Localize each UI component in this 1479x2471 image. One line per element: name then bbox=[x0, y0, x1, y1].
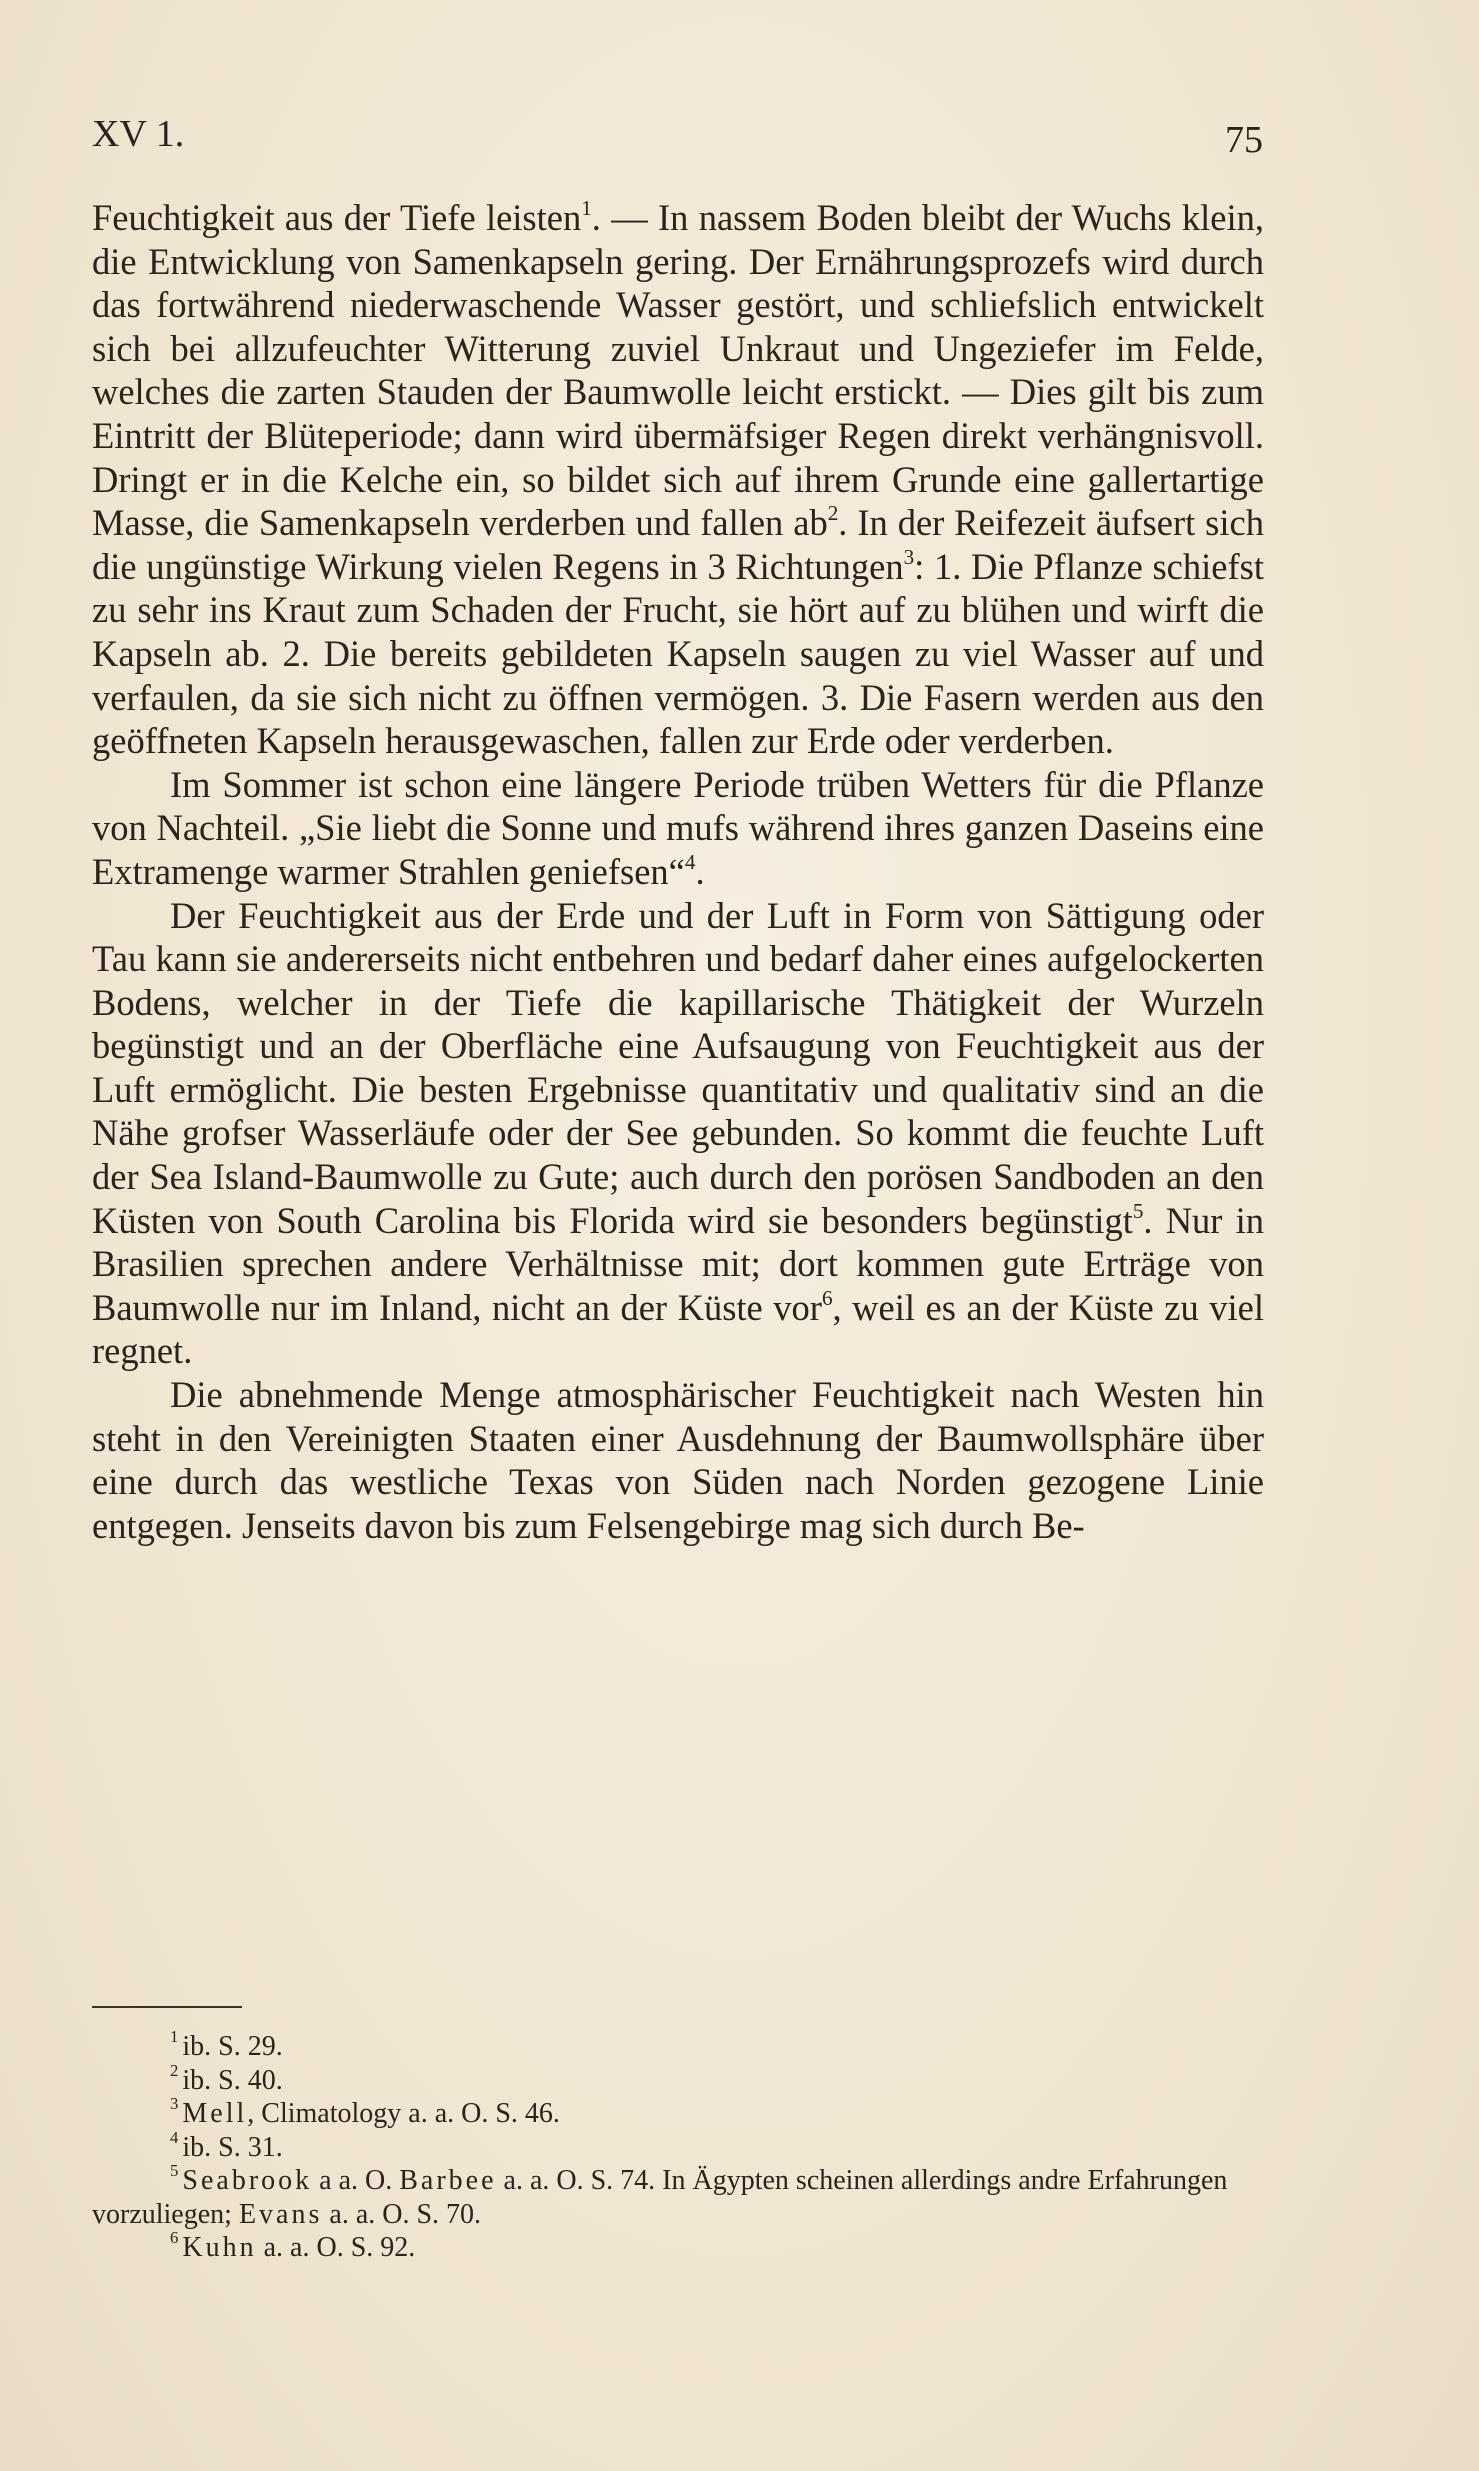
footnote-5: $^5$ Seabrook a a. O. Barbee a. a. O. S. 74. In Ägypten scheinen allerdings andre Erfahrungen vorzuliegen; Evans a. a. O. S. 70. bbox=[92, 2161, 1228, 2230]
paragraph-2: Im Sommer ist schon eine längere Periode trüben Wetters für die Pflanze von Nachteil. „Sie liebt die Sonne und mufs während ihres ganzen Daseins eine Extramenge warmer Strahlen geniefsen“$^4$. bbox=[92, 763, 1264, 892]
footnote-ref-6: 6 bbox=[821, 1286, 833, 1311]
author-name: Barbee bbox=[399, 2165, 497, 2196]
footnote-ref-2: 2 bbox=[827, 501, 839, 526]
paragraph-1: Feuchtigkeit aus der Tiefe leisten$^1$. — In nassem Boden bleibt der Wuchs klein, die Entwicklung von Samenkapseln gering. Der Ernährungsprozefs wird durch das fortwährend niederwaschende Wasser gestört, und schliefslich entwickelt sich bei allzufeuchter Witterung zuviel Unkraut und Ungeziefer im Felde, welches die zarten Stauden der Baumwolle leicht erstickt. — Dies gilt bis zum Eintritt der Blüteperiode; dann wird übermäfsiger Regen direkt verhängnisvoll. Dringt er in die Kelche ein, so bildet sich auf ihrem Grunde eine gallertartige Masse, die Samenkapseln verderben und fallen $ab^2$. In der Reifezeit äufsert sich die ungünstige Wirkung vielen Regens in 3 Richtungen$^3$: 1. Die Pflanze schiefst zu sehr ins Kraut zum Schaden der Frucht, sie hört auf zu blühen und wirft die Kapseln ab. 2. Die bereits gebildeten Kapseln saugen zu viel Wasser auf und verfaulen, da sie sich nicht zu öffnen vermögen. 3. Die Fasern werden aus den geöffneten Kapseln herausgewaschen, fallen zur Erde oder verderben. bbox=[92, 196, 1264, 762]
footnotes bbox=[92, 2027, 1267, 2265]
main-text bbox=[92, 196, 1264, 1547]
author-name: Evans bbox=[238, 2198, 323, 2230]
footnote-4: $^4$ ib. S. 31. bbox=[170, 2127, 283, 2163]
footnote-ref-4: 4 bbox=[684, 850, 696, 875]
author-name: Mell bbox=[182, 2098, 248, 2129]
footnote-1: $^1$ ib. S. 29. bbox=[170, 2027, 283, 2062]
footnote-ref-3: 3 bbox=[903, 544, 915, 569]
footnote-2: $^2$ ib. S. 40. bbox=[170, 2060, 283, 2096]
running-header bbox=[92, 112, 1263, 162]
footnote-ref-1: 1 bbox=[581, 196, 592, 221]
paragraph-3: Der Feuchtigkeit aus der Erde und der Luft in Form von Sättigung oder Tau kann sie andererseits nicht entbehren und bedarf daher eines aufgelockerten Bodens, welcher in der Tiefe die kapillarische Thätigkeit der Wurzeln begünstigt und an der Oberfläche eine Aufsaugung von Feuchtigkeit aus der Luft ermöglicht. Die besten Ergebnisse quantitativ und qualitativ sind an die Nähe grofser Wasserläufe oder der See gebunden. So kommt die feuchte Luft der Sea Island-Baumwolle zu Gute; auch durch den porösen Sandboden an den Küsten von South Carolina bis Florida wird sie besonders begünstigt$^5$. Nur in Brasilien sprechen andere Verhältnisse mit; dort kommen gute Erträge von Baumwolle nur im Inland, nicht an der Küste vor$^6$, weil es an der Küste zu viel regnet. bbox=[92, 894, 1264, 1372]
footnote-divider bbox=[92, 2006, 242, 2008]
author-name: Kuhn bbox=[182, 2232, 257, 2263]
footnote-6: $^6$ Kuhn a. a. O. S. 92. bbox=[170, 2228, 416, 2263]
author-name: Seabrook bbox=[182, 2165, 313, 2196]
paragraph-4: Die abnehmende Menge atmosphärischer Feuchtigkeit nach Westen hin steht in den Vereinigten Staaten einer Ausdehnung der Baumwollsphäre über eine durch das westliche Texas von Süden nach Norden gezogene Linie entgegen. Jenseits davon bis zum Felsengebirge mag sich durch Be- bbox=[92, 1374, 1264, 1546]
chapter-marker: XV 1. bbox=[92, 113, 185, 155]
page-number: 75 bbox=[1225, 119, 1263, 161]
footnote-3: $^3$ Mell, Climatology a. a. O. S. 46. bbox=[170, 2094, 560, 2129]
footnote-ref-5: 5 bbox=[1132, 1198, 1144, 1223]
